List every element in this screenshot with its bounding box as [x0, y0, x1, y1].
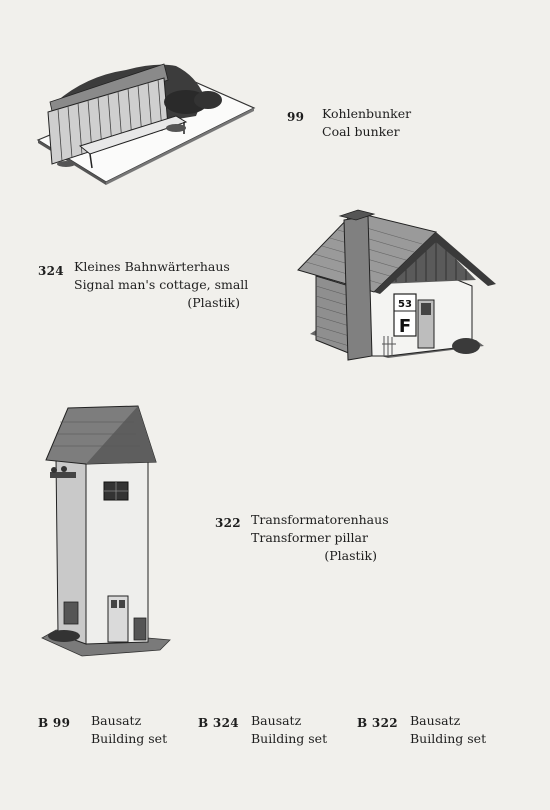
cottage-sign-number: 53 [398, 299, 412, 310]
item-99-number: 99 [287, 110, 305, 124]
item-322-number: 322 [215, 516, 241, 530]
item-322-description [251, 511, 389, 565]
kit-b99-number: B 99 [38, 716, 71, 730]
kit-b322-number: B 322 [357, 716, 398, 730]
item-324-material: (Plastik) [187, 295, 240, 310]
kit-b324-label-de: Bausatz [251, 713, 302, 728]
item-322-name-de: Transformatorenhaus [251, 512, 389, 527]
kit-b324-description [251, 712, 327, 748]
item-99-description [322, 105, 411, 141]
kit-b322-label-de: Bausatz [410, 713, 461, 728]
coal-bunker-image [36, 56, 256, 186]
kit-b324-label-en: Building set [251, 731, 328, 746]
kit-b99-label-de: Bausatz [91, 713, 142, 728]
kit-b324-number: B 324 [198, 716, 239, 730]
cottage-image [296, 206, 498, 370]
kit-b322-description [410, 712, 486, 748]
item-324-name-de: Kleines Bahnwärterhaus [74, 259, 230, 274]
item-99-name-en: Coal bunker [322, 124, 400, 139]
item-322-material: (Plastik) [324, 548, 377, 563]
item-324-name-en: Signal man's cottage, small [74, 277, 249, 292]
transformer-pillar-image [42, 404, 176, 660]
kit-b99-label-en: Building set [91, 731, 168, 746]
kit-b322-label-en: Building set [410, 731, 487, 746]
item-322-name-en: Transformer pillar [251, 530, 368, 545]
item-99-name-de: Kohlenbunker [322, 106, 412, 121]
cottage-sign-letter: F [398, 316, 412, 337]
kit-b99-description [91, 712, 167, 748]
item-324-number: 324 [38, 264, 64, 278]
item-324-description [74, 258, 249, 312]
